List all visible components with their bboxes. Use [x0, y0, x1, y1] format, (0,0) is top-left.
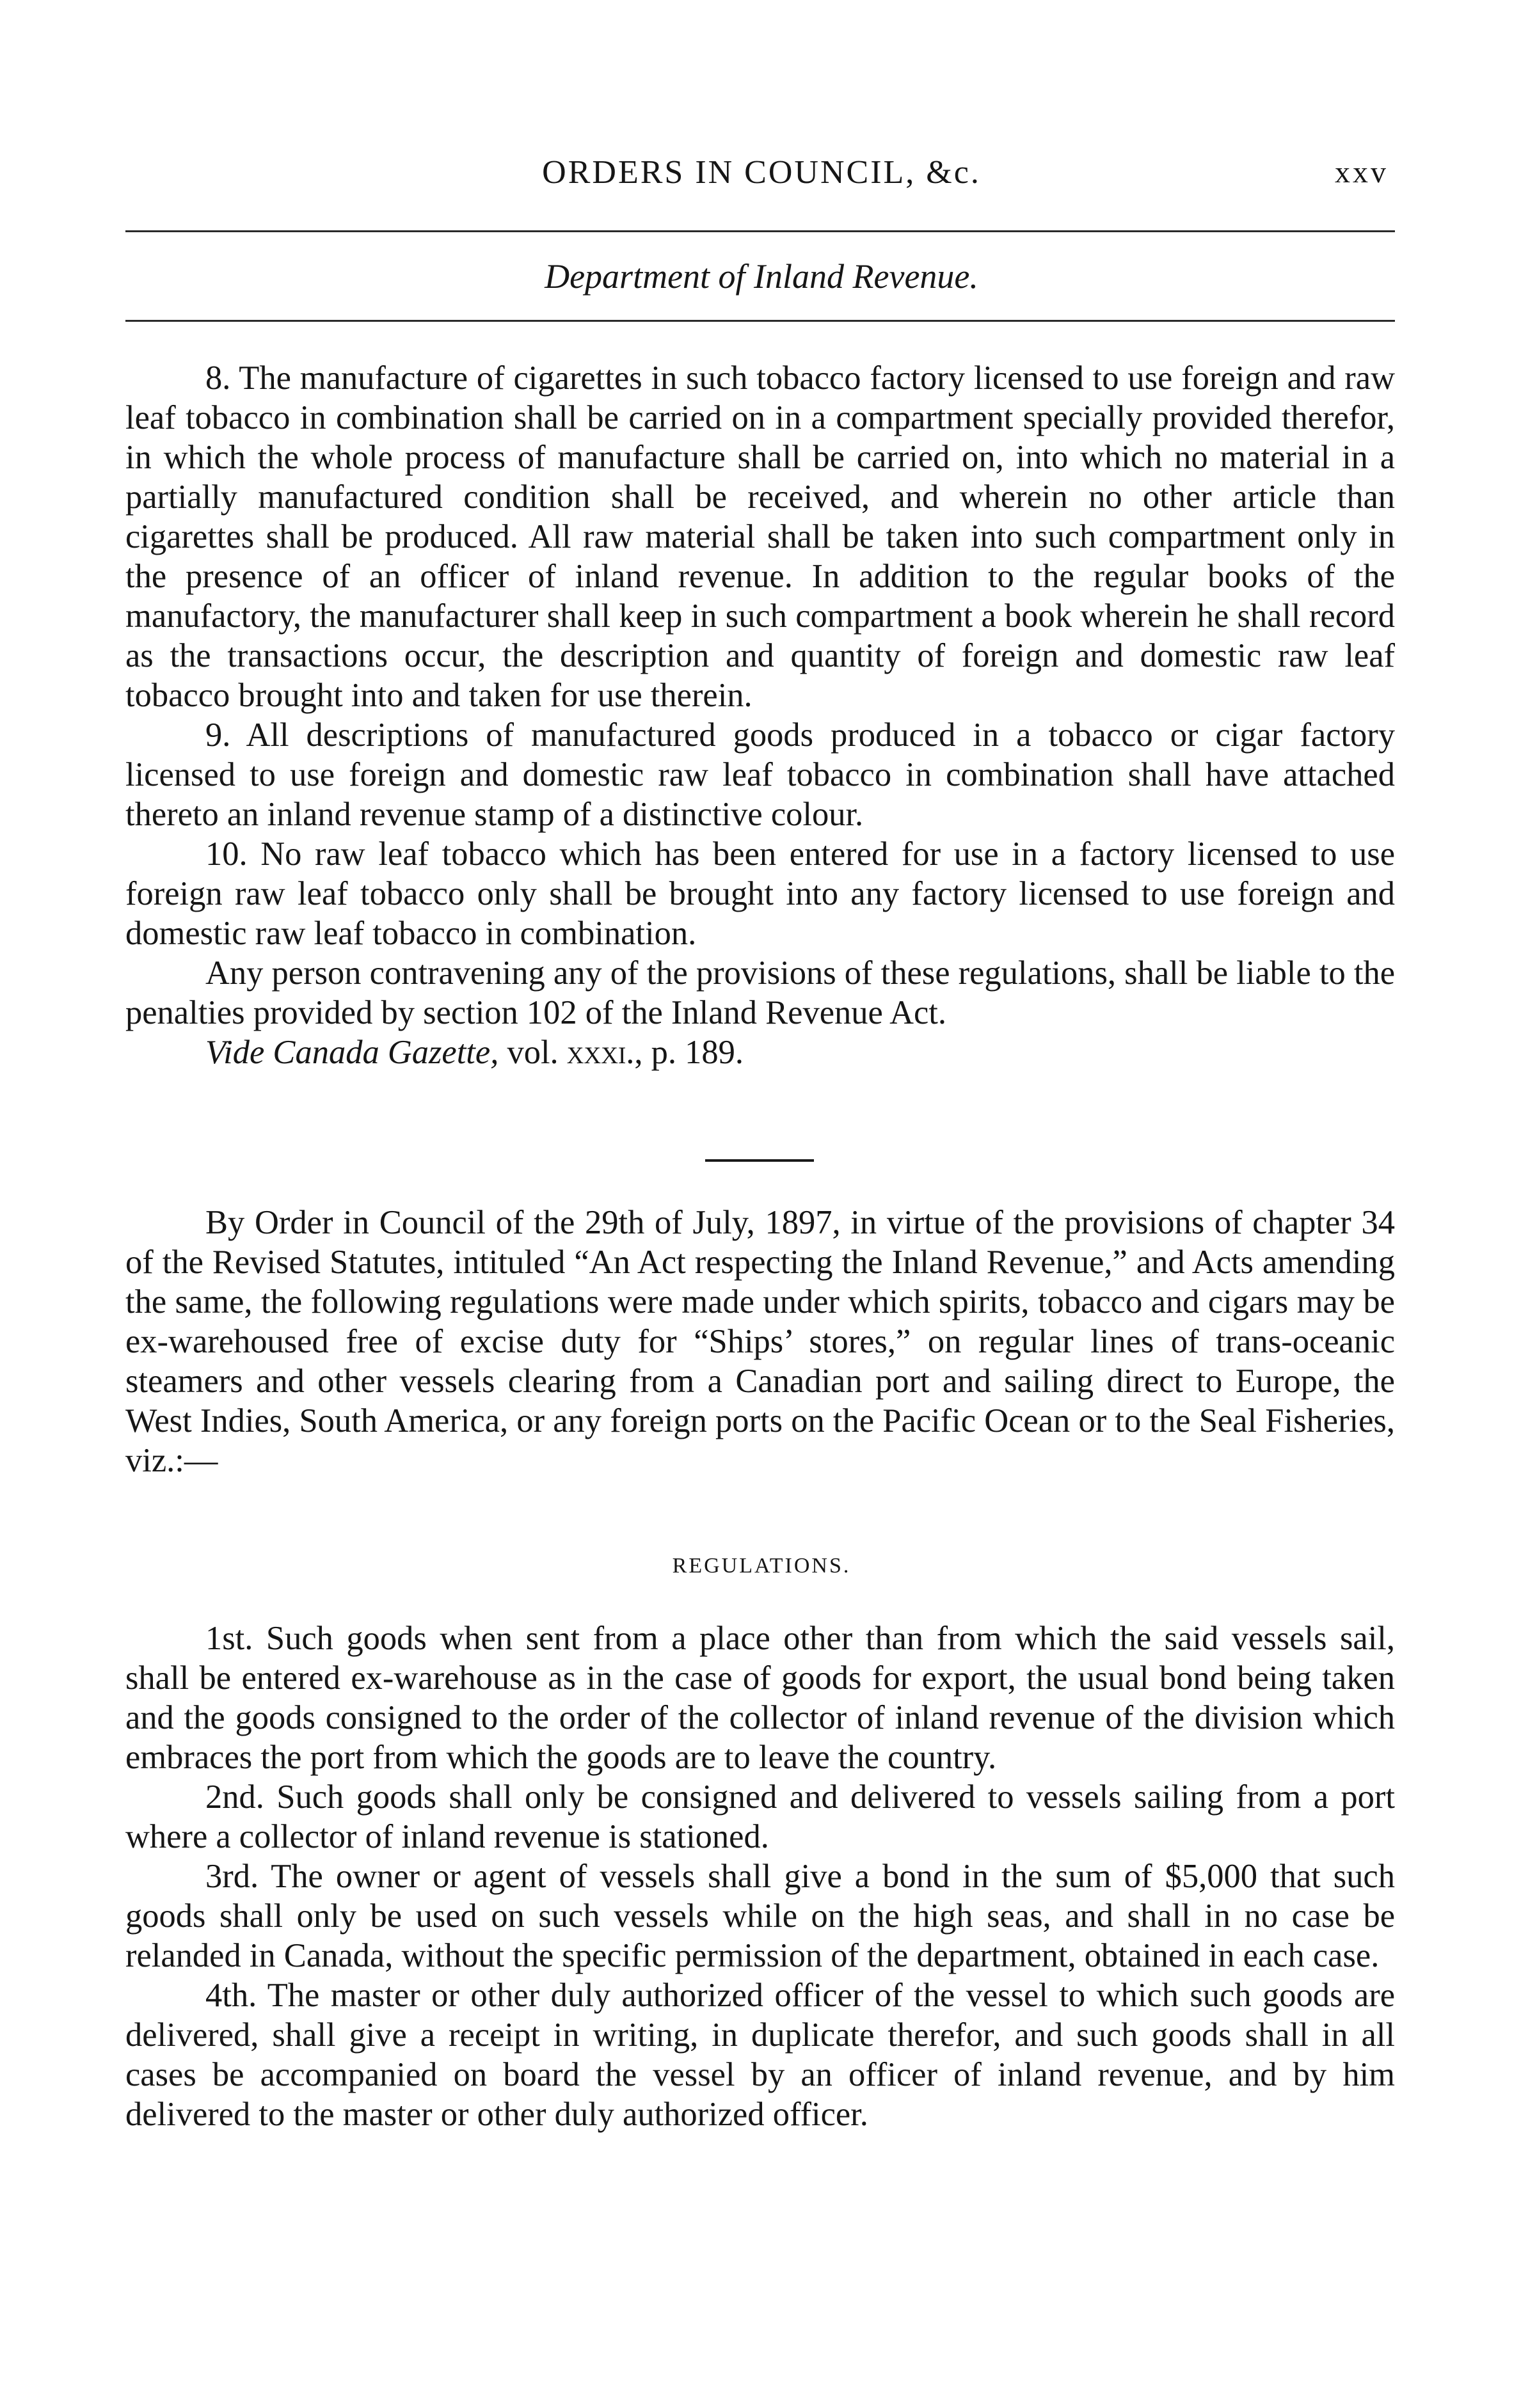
- running-title: ORDERS IN COUNCIL, &c.: [542, 154, 981, 191]
- section-divider: [705, 1159, 814, 1162]
- citation-volume-prefix: vol.: [507, 1034, 559, 1071]
- section-title: Department of Inland Revenue.: [545, 257, 978, 296]
- section-title-rule: [125, 320, 1395, 322]
- regulations-body: [125, 1619, 1395, 2134]
- paragraph-8: 8. The manufacture of cigarettes in such tobacco factory licensed to use foreign and raw leaf tobacco in combination shall be carried on in a compartment specially provided therefor, in which the whole process of manufacture shall be carried on, into which no material in a partially manufactured condition shall be received, and wherein no other article than cigarettes shall be produced. All raw material shall be taken into such compartment only in the presence of an officer of inland revenue. In addition to the regular books of the manufactory, the manufacturer shall keep in such compartment a book wherein he shall record as the transactions occur, the description and quantity of foreign and domestic raw leaf tobacco brought into and taken for use therein.: [125, 360, 1395, 714]
- citation-page: p. 189.: [651, 1034, 744, 1071]
- page-number: xxv: [1335, 155, 1389, 189]
- citation-source: Vide Canada Gazette,: [205, 1034, 499, 1071]
- regulation-4th: 4th. The master or other duly authorized officer of the vessel to which such goods are delivered, shall give a receipt in writing, in duplicate therefor, and such goods shall in all cases be accompanied on board the vessel by an officer of inland revenue, and by him delivered to the master or other duly authorized officer.: [125, 1977, 1395, 2133]
- citation-volume: xxxi.,: [566, 1034, 643, 1071]
- gazette-citation: [125, 1033, 1395, 1072]
- penalty-paragraph: Any person contravening any of the provisions of these regulations, shall be liable to the penalties provided by section 102 of the Inland Revenue Act.: [125, 954, 1395, 1031]
- regulations-heading: REGULATIONS.: [672, 1554, 851, 1578]
- regulation-2nd: 2nd. Such goods shall only be consigned and delivered to vessels sailing from a port where a collector of inland revenue is stationed.: [125, 1778, 1395, 1855]
- paragraph-9: 9. All descriptions of manufactured goods produced in a tobacco or cigar factory licensed to use foreign and domestic raw leaf tobacco in combination shall have attached thereto an inland revenue stamp of a distinctive colour.: [125, 717, 1395, 833]
- section-one-body: [125, 358, 1395, 1072]
- regulation-1st: 1st. Such goods when sent from a place other than from which the said vessels sail, shall be entered ex-warehouse as in the case of goods for export, the usual bond being taken and the goods consigned to the order of the collector of inland revenue of the division which embraces the port from which the goods are to leave the country.: [125, 1620, 1395, 1776]
- regulation-3rd: 3rd. The owner or agent of vessels shall give a bond in the sum of $5,000 that such goods shall only be used on such vessels while on the high seas, and shall in no case be relanded in Canada, without the specific permission of the department, obtained in each case.: [125, 1858, 1395, 1974]
- order-intro-paragraph: By Order in Council of the 29th of July, 1897, in virtue of the provisions of chapter 34 of the Revised Statutes, intituled “An Act respecting the Inland Revenue,” and Acts amending the same, the following regulations were made under which spirits, tobacco and cigars may be ex-warehoused free of excise duty for “Ships’ stores,” on regular lines of trans-oceanic steamers and other vessels clearing from a Canadian port and sailing direct to Europe, the West Indies, South America, or any foreign ports on the Pacific Ocean or to the Seal Fisheries, viz.:—: [125, 1204, 1395, 1479]
- header-rule: [125, 230, 1395, 232]
- order-intro-body: [125, 1203, 1395, 1480]
- paragraph-10: 10. No raw leaf tobacco which has been entered for use in a factory licensed to use foreign raw leaf tobacco only shall be brought into any factory licensed to use foreign and domestic raw leaf tobacco in combination.: [125, 836, 1395, 952]
